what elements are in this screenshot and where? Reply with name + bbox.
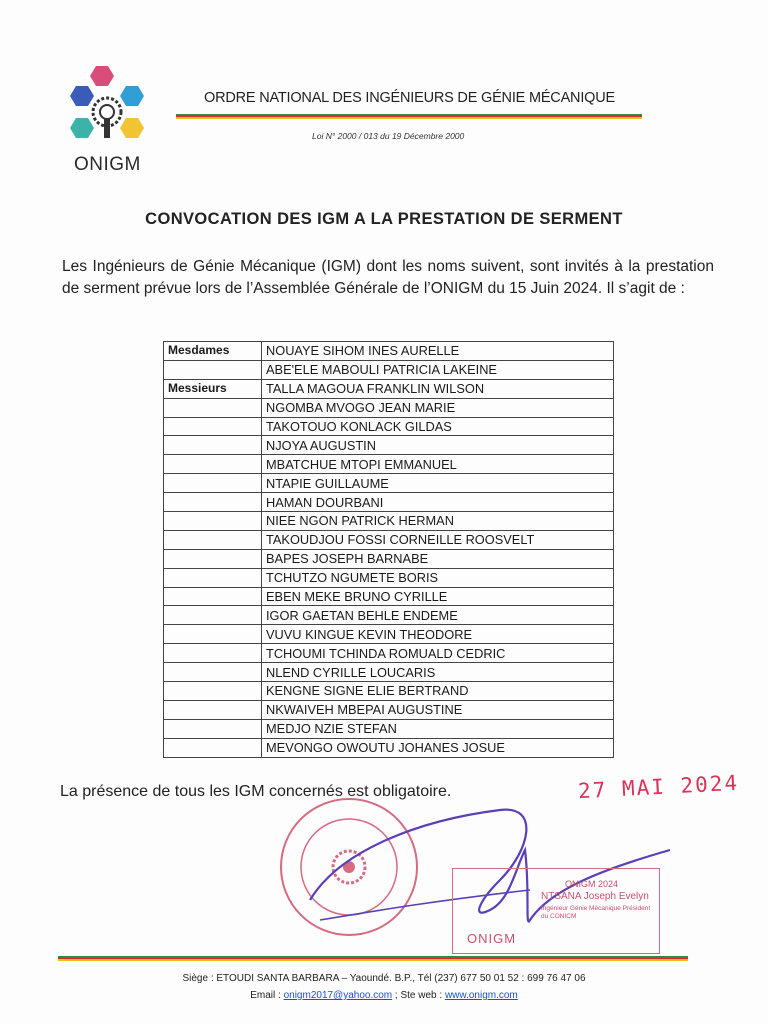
category-cell: [164, 644, 262, 663]
name-cell: NOUAYE SIHOM INES AURELLE: [262, 342, 614, 361]
name-cell: IGOR GAETAN BEHLE ENDEME: [262, 606, 614, 625]
table-row: [164, 606, 614, 625]
table-row: [164, 474, 614, 493]
category-cell: [164, 700, 262, 719]
table-row: [164, 549, 614, 568]
organization-name: ORDRE NATIONAL DES INGÉNIEURS DE GÉNIE MÉCANIQUE: [204, 90, 615, 106]
category-cell: [164, 474, 262, 493]
footer-flag-divider: [58, 956, 688, 961]
name-cell: VUVU KINGUE KEVIN THEODORE: [262, 625, 614, 644]
footer-contact: [0, 990, 768, 1001]
name-cell: ABE'ELE MABOULI PATRICIA LAKEINE: [262, 360, 614, 379]
website-link[interactable]: www.onigm.com: [444, 990, 518, 1001]
president-stamp: [452, 868, 660, 954]
email-label: Email :: [250, 990, 281, 1001]
table-row: [164, 719, 614, 738]
date-stamp: 27 MAI 2024: [577, 770, 740, 804]
category-cell: [164, 719, 262, 738]
category-cell: [164, 606, 262, 625]
flag-divider: [176, 114, 642, 119]
category-cell: [164, 455, 262, 474]
category-cell: [164, 360, 262, 379]
name-cell: NGOMBA MVOGO JEAN MARIE: [262, 398, 614, 417]
name-cell: NJOYA AUGUSTIN: [262, 436, 614, 455]
stamp-line-2: NTSANA Joseph Evelyn: [541, 891, 649, 902]
table-row: [164, 625, 614, 644]
category-cell: [164, 530, 262, 549]
name-cell: NKWAIVEH MBEPAI AUGUSTINE: [262, 700, 614, 719]
table-row: [164, 644, 614, 663]
table-row: [164, 738, 614, 757]
law-reference: Loi N° 2000 / 013 du 19 Décembre 2000: [312, 131, 465, 141]
category-cell: Messieurs: [164, 379, 262, 398]
name-cell: BAPES JOSEPH BARNABE: [262, 549, 614, 568]
table-row: [164, 530, 614, 549]
name-cell: NTAPIE GUILLAUME: [262, 474, 614, 493]
intro-paragraph: Les Ingénieurs de Génie Mécanique (IGM) dont les noms suivent, sont invités à la prestation de serment prévue lors de l’Assemblée Générale de l’ONIGM du 15 Juin 2024. Il s’agit de :: [62, 258, 714, 297]
name-cell: MEDJO NZIE STEFAN: [262, 719, 614, 738]
category-cell: [164, 587, 262, 606]
name-cell: TAKOUDJOU FOSSI CORNEILLE ROOSVELT: [262, 530, 614, 549]
category-cell: Mesdames: [164, 342, 262, 361]
category-cell: [164, 436, 262, 455]
stamp-line-4: ONIGM: [467, 931, 517, 946]
name-cell: MEVONGO OWOUTU JOHANES JOSUE: [262, 738, 614, 757]
name-cell: KENGNE SIGNE ELIE BERTRAND: [262, 682, 614, 701]
table-row: [164, 398, 614, 417]
name-cell: HAMAN DOURBANI: [262, 493, 614, 512]
logo-text: ONIGM: [74, 154, 141, 175]
document-title: CONVOCATION DES IGM A LA PRESTATION DE SERMENT: [145, 210, 623, 228]
name-cell: TAKOTOUO KONLACK GILDAS: [262, 417, 614, 436]
name-cell: NLEND CYRILLE LOUCARIS: [262, 663, 614, 682]
table-row: [164, 417, 614, 436]
name-cell: NIEE NGON PATRICK HERMAN: [262, 512, 614, 531]
category-cell: [164, 663, 262, 682]
table-row: [164, 512, 614, 531]
web-label: ; Ste web :: [394, 990, 443, 1001]
table-row: [164, 436, 614, 455]
name-cell: TCHUTZO NGUMETE BORIS: [262, 568, 614, 587]
name-cell: TALLA MAGOUA FRANKLIN WILSON: [262, 379, 614, 398]
names-table: [163, 341, 614, 758]
table-row: [164, 682, 614, 701]
category-cell: [164, 512, 262, 531]
table-row: [164, 379, 614, 398]
table-row: [164, 587, 614, 606]
name-cell: EBEN MEKE BRUNO CYRILLE: [262, 587, 614, 606]
stamp-line-3: Ingénieur Génie Mécanique Président du CONICM: [541, 905, 651, 920]
category-cell: [164, 549, 262, 568]
category-cell: [164, 568, 262, 587]
category-cell: [164, 493, 262, 512]
table-row: [164, 493, 614, 512]
footer-address: Siège : ETOUDI SANTA BARBARA – Yaoundé. B.P., Tél (237) 677 50 01 52 : 699 76 47 06: [182, 973, 586, 984]
table-row: [164, 663, 614, 682]
category-cell: [164, 738, 262, 757]
closing-statement: La présence de tous les IGM concernés est obligatoire.: [60, 783, 452, 800]
category-cell: [164, 398, 262, 417]
table-row: [164, 700, 614, 719]
table-row: [164, 455, 614, 474]
table-row: [164, 568, 614, 587]
category-cell: [164, 625, 262, 644]
table-row: [164, 342, 614, 361]
table-row: [164, 360, 614, 379]
category-cell: [164, 682, 262, 701]
name-cell: TCHOUMI TCHINDA ROMUALD CEDRIC: [262, 644, 614, 663]
name-cell: MBATCHUE MTOPI EMMANUEL: [262, 455, 614, 474]
email-link[interactable]: onigm2017@yahoo.com: [283, 990, 393, 1001]
category-cell: [164, 417, 262, 436]
stamp-line-1: ONIGM 2024: [565, 879, 619, 889]
